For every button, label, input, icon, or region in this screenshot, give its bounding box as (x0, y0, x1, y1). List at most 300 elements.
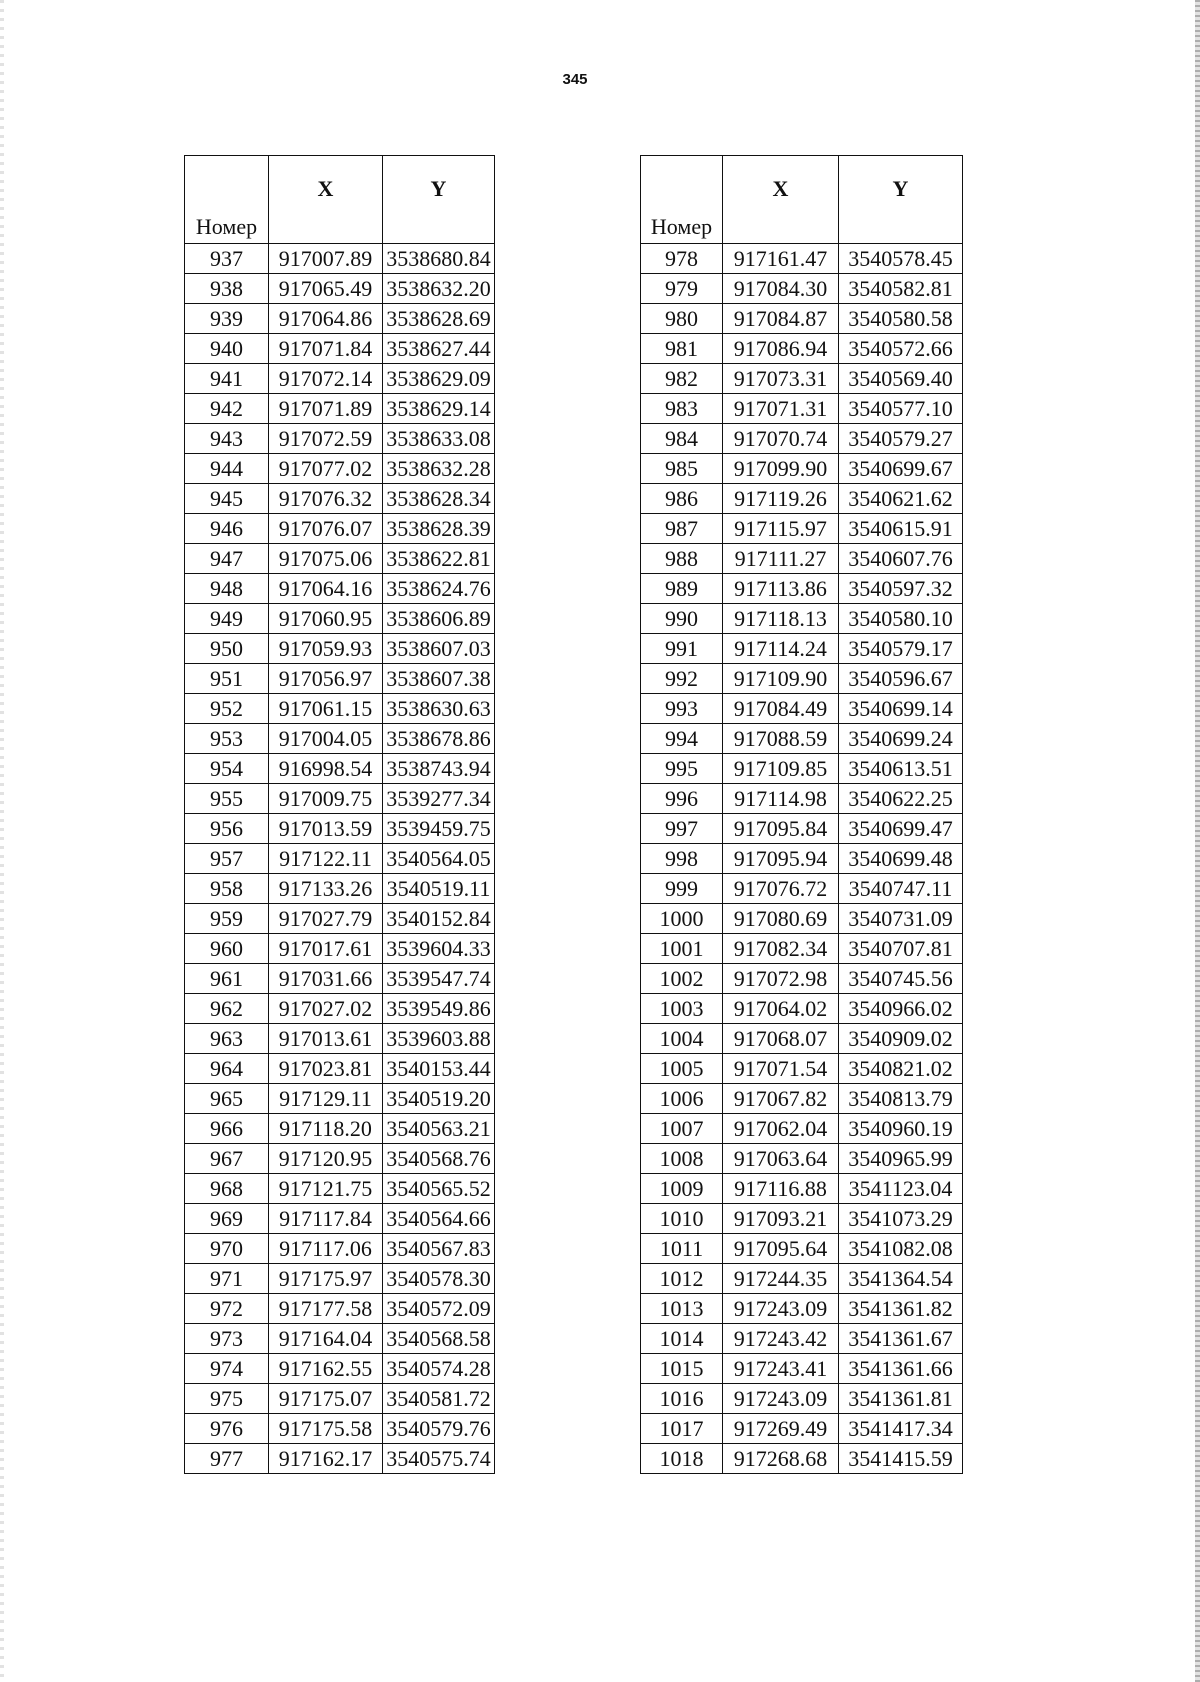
cell-y: 3540519.20 (383, 1084, 495, 1114)
cell-y: 3539549.86 (383, 994, 495, 1024)
cell-x: 917064.16 (269, 574, 383, 604)
cell-number: 940 (185, 334, 269, 364)
cell-y: 3538630.63 (383, 694, 495, 724)
cell-number: 1017 (641, 1414, 723, 1444)
cell-number: 1002 (641, 964, 723, 994)
table-row (185, 694, 495, 724)
table-row (641, 424, 963, 454)
cell-x: 917175.07 (269, 1384, 383, 1414)
cell-y: 3538628.69 (383, 304, 495, 334)
table-row (641, 1144, 963, 1174)
table-row (185, 934, 495, 964)
table-row (185, 1264, 495, 1294)
cell-x: 917113.86 (723, 574, 839, 604)
cell-number: 1011 (641, 1234, 723, 1264)
cell-x: 917072.98 (723, 964, 839, 994)
cell-number: 944 (185, 454, 269, 484)
table-row (185, 334, 495, 364)
table-row (641, 574, 963, 604)
cell-x: 917162.55 (269, 1354, 383, 1384)
table-row (641, 1294, 963, 1324)
cell-number: 1018 (641, 1444, 723, 1474)
table-row (185, 1204, 495, 1234)
cell-y: 3540579.17 (839, 634, 963, 664)
cell-x: 917133.26 (269, 874, 383, 904)
cell-y: 3538743.94 (383, 754, 495, 784)
cell-y: 3540565.52 (383, 1174, 495, 1204)
cell-number: 993 (641, 694, 723, 724)
cell-y: 3540580.10 (839, 604, 963, 634)
table-row (185, 1024, 495, 1054)
header-x: X (269, 156, 383, 244)
cell-x: 917076.32 (269, 484, 383, 514)
cell-y: 3540579.27 (839, 424, 963, 454)
header-x: X (723, 156, 839, 244)
cell-y: 3538622.81 (383, 544, 495, 574)
cell-number: 1009 (641, 1174, 723, 1204)
cell-number: 1003 (641, 994, 723, 1024)
cell-number: 945 (185, 484, 269, 514)
cell-x: 916998.54 (269, 754, 383, 784)
cell-y: 3540580.58 (839, 304, 963, 334)
header-number: Номер (185, 156, 269, 244)
cell-number: 939 (185, 304, 269, 334)
scan-edge-left (0, 0, 4, 1682)
cell-x: 917077.02 (269, 454, 383, 484)
cell-number: 1010 (641, 1204, 723, 1234)
cell-x: 917175.58 (269, 1414, 383, 1444)
table-header-row (185, 156, 495, 244)
table-row (185, 244, 495, 274)
cell-x: 917117.06 (269, 1234, 383, 1264)
cell-x: 917095.94 (723, 844, 839, 874)
cell-number: 994 (641, 724, 723, 754)
cell-y: 3540966.02 (839, 994, 963, 1024)
cell-x: 917082.34 (723, 934, 839, 964)
table-row (185, 634, 495, 664)
cell-y: 3541123.04 (839, 1174, 963, 1204)
cell-y: 3538680.84 (383, 244, 495, 274)
cell-y: 3540699.14 (839, 694, 963, 724)
cell-x: 917243.09 (723, 1384, 839, 1414)
table-row (185, 514, 495, 544)
table-row (185, 304, 495, 334)
cell-number: 963 (185, 1024, 269, 1054)
cell-y: 3540572.66 (839, 334, 963, 364)
cell-y: 3540574.28 (383, 1354, 495, 1384)
cell-number: 1005 (641, 1054, 723, 1084)
table-row (641, 304, 963, 334)
cell-y: 3540568.58 (383, 1324, 495, 1354)
cell-x: 917119.26 (723, 484, 839, 514)
cell-number: 965 (185, 1084, 269, 1114)
cell-x: 917009.75 (269, 784, 383, 814)
cell-x: 917063.64 (723, 1144, 839, 1174)
table-row (641, 1114, 963, 1144)
cell-y: 3541361.66 (839, 1354, 963, 1384)
cell-x: 917065.49 (269, 274, 383, 304)
cell-x: 917114.98 (723, 784, 839, 814)
cell-y: 3540582.81 (839, 274, 963, 304)
table-row (641, 934, 963, 964)
table-row (641, 514, 963, 544)
cell-number: 970 (185, 1234, 269, 1264)
cell-y: 3540569.40 (839, 364, 963, 394)
table-row (185, 394, 495, 424)
table-row (185, 274, 495, 304)
cell-number: 941 (185, 364, 269, 394)
cell-number: 946 (185, 514, 269, 544)
table-row (185, 544, 495, 574)
cell-y: 3540813.79 (839, 1084, 963, 1114)
cell-x: 917070.74 (723, 424, 839, 454)
table-row (641, 754, 963, 784)
table-row (185, 754, 495, 784)
table-row (185, 784, 495, 814)
cell-y: 3540621.62 (839, 484, 963, 514)
cell-y: 3538607.03 (383, 634, 495, 664)
cell-number: 948 (185, 574, 269, 604)
cell-number: 942 (185, 394, 269, 424)
table-row (641, 634, 963, 664)
cell-y: 3541361.82 (839, 1294, 963, 1324)
cell-y: 3541364.54 (839, 1264, 963, 1294)
cell-number: 955 (185, 784, 269, 814)
cell-number: 1004 (641, 1024, 723, 1054)
cell-number: 1001 (641, 934, 723, 964)
cell-y: 3540577.10 (839, 394, 963, 424)
cell-number: 999 (641, 874, 723, 904)
table-row (185, 1324, 495, 1354)
cell-x: 917114.24 (723, 634, 839, 664)
cell-x: 917268.68 (723, 1444, 839, 1474)
cell-number: 989 (641, 574, 723, 604)
coordinates-table-left (184, 155, 495, 1474)
cell-number: 968 (185, 1174, 269, 1204)
header-y: Y (839, 156, 963, 244)
cell-number: 972 (185, 1294, 269, 1324)
cell-x: 917175.97 (269, 1264, 383, 1294)
table-row (641, 1324, 963, 1354)
cell-number: 990 (641, 604, 723, 634)
table-row (641, 544, 963, 574)
table-row (185, 814, 495, 844)
cell-y: 3540965.99 (839, 1144, 963, 1174)
table-row (185, 844, 495, 874)
cell-y: 3540821.02 (839, 1054, 963, 1084)
cell-number: 995 (641, 754, 723, 784)
cell-number: 976 (185, 1414, 269, 1444)
cell-y: 3540564.05 (383, 844, 495, 874)
cell-y: 3540563.21 (383, 1114, 495, 1144)
cell-y: 3540578.45 (839, 244, 963, 274)
table-row (641, 274, 963, 304)
cell-number: 998 (641, 844, 723, 874)
table-row (641, 1354, 963, 1384)
coordinates-table-right (640, 155, 963, 1474)
cell-number: 947 (185, 544, 269, 574)
cell-number: 938 (185, 274, 269, 304)
table-row (641, 484, 963, 514)
cell-number: 1013 (641, 1294, 723, 1324)
cell-number: 991 (641, 634, 723, 664)
table-row (185, 1174, 495, 1204)
table-row (641, 994, 963, 1024)
cell-y: 3539547.74 (383, 964, 495, 994)
cell-number: 949 (185, 604, 269, 634)
table-row (641, 454, 963, 484)
cell-y: 3541361.67 (839, 1324, 963, 1354)
cell-x: 917118.13 (723, 604, 839, 634)
cell-y: 3541073.29 (839, 1204, 963, 1234)
table-row (185, 1414, 495, 1444)
table-row (185, 364, 495, 394)
cell-y: 3538627.44 (383, 334, 495, 364)
table-row (185, 1084, 495, 1114)
cell-number: 986 (641, 484, 723, 514)
table-row (185, 574, 495, 604)
cell-y: 3538624.76 (383, 574, 495, 604)
cell-x: 917061.15 (269, 694, 383, 724)
scan-edge-right (1195, 0, 1200, 1682)
header-y: Y (383, 156, 495, 244)
cell-y: 3538628.39 (383, 514, 495, 544)
table-row (185, 454, 495, 484)
cell-number: 984 (641, 424, 723, 454)
cell-y: 3540699.47 (839, 814, 963, 844)
table-row (641, 1414, 963, 1444)
cell-x: 917080.69 (723, 904, 839, 934)
cell-number: 973 (185, 1324, 269, 1354)
cell-y: 3540699.67 (839, 454, 963, 484)
cell-y: 3541415.59 (839, 1444, 963, 1474)
cell-y: 3538632.28 (383, 454, 495, 484)
cell-number: 966 (185, 1114, 269, 1144)
cell-y: 3541361.81 (839, 1384, 963, 1414)
cell-y: 3541417.34 (839, 1414, 963, 1444)
cell-y: 3540568.76 (383, 1144, 495, 1174)
table-row (641, 334, 963, 364)
cell-x: 917177.58 (269, 1294, 383, 1324)
cell-x: 917088.59 (723, 724, 839, 754)
cell-x: 917269.49 (723, 1414, 839, 1444)
table-row (185, 964, 495, 994)
cell-x: 917072.14 (269, 364, 383, 394)
table-row (185, 1354, 495, 1384)
cell-x: 917129.11 (269, 1084, 383, 1114)
cell-number: 959 (185, 904, 269, 934)
cell-x: 917243.42 (723, 1324, 839, 1354)
cell-y: 3538606.89 (383, 604, 495, 634)
table-row (185, 1234, 495, 1264)
cell-y: 3540960.19 (839, 1114, 963, 1144)
cell-x: 917084.30 (723, 274, 839, 304)
cell-x: 917111.27 (723, 544, 839, 574)
cell-y: 3540615.91 (839, 514, 963, 544)
cell-number: 1014 (641, 1324, 723, 1354)
cell-y: 3539277.34 (383, 784, 495, 814)
cell-x: 917059.93 (269, 634, 383, 664)
cell-number: 982 (641, 364, 723, 394)
cell-number: 974 (185, 1354, 269, 1384)
cell-y: 3538628.34 (383, 484, 495, 514)
table-row (185, 874, 495, 904)
cell-number: 950 (185, 634, 269, 664)
cell-number: 969 (185, 1204, 269, 1234)
cell-y: 3538633.08 (383, 424, 495, 454)
table-row (641, 664, 963, 694)
cell-x: 917013.61 (269, 1024, 383, 1054)
cell-x: 917064.02 (723, 994, 839, 1024)
cell-x: 917017.61 (269, 934, 383, 964)
cell-y: 3538632.20 (383, 274, 495, 304)
cell-number: 971 (185, 1264, 269, 1294)
cell-x: 917095.84 (723, 814, 839, 844)
cell-x: 917243.09 (723, 1294, 839, 1324)
cell-x: 917084.49 (723, 694, 839, 724)
cell-x: 917118.20 (269, 1114, 383, 1144)
cell-x: 917122.11 (269, 844, 383, 874)
cell-y: 3540707.81 (839, 934, 963, 964)
cell-number: 961 (185, 964, 269, 994)
table-row (185, 424, 495, 454)
cell-x: 917076.72 (723, 874, 839, 904)
cell-x: 917243.41 (723, 1354, 839, 1384)
cell-y: 3540747.11 (839, 874, 963, 904)
cell-y: 3540607.76 (839, 544, 963, 574)
cell-y: 3540581.72 (383, 1384, 495, 1414)
cell-number: 985 (641, 454, 723, 484)
cell-x: 917244.35 (723, 1264, 839, 1294)
table-row (641, 1054, 963, 1084)
cell-x: 917067.82 (723, 1084, 839, 1114)
table-row (641, 1234, 963, 1264)
cell-x: 917013.59 (269, 814, 383, 844)
cell-y: 3540153.44 (383, 1054, 495, 1084)
cell-x: 917027.79 (269, 904, 383, 934)
table-row (641, 1174, 963, 1204)
cell-y: 3540613.51 (839, 754, 963, 784)
cell-number: 957 (185, 844, 269, 874)
cell-y: 3539603.88 (383, 1024, 495, 1054)
cell-x: 917071.89 (269, 394, 383, 424)
cell-y: 3540745.56 (839, 964, 963, 994)
cell-y: 3540909.02 (839, 1024, 963, 1054)
cell-x: 917071.84 (269, 334, 383, 364)
table-row (641, 604, 963, 634)
cell-number: 954 (185, 754, 269, 784)
cell-x: 917117.84 (269, 1204, 383, 1234)
cell-number: 953 (185, 724, 269, 754)
cell-y: 3540575.74 (383, 1444, 495, 1474)
cell-number: 981 (641, 334, 723, 364)
cell-number: 978 (641, 244, 723, 274)
table-row (185, 1444, 495, 1474)
table-row (641, 814, 963, 844)
cell-x: 917109.85 (723, 754, 839, 784)
cell-number: 960 (185, 934, 269, 964)
cell-x: 917093.21 (723, 1204, 839, 1234)
cell-x: 917076.07 (269, 514, 383, 544)
cell-x: 917099.90 (723, 454, 839, 484)
table-row (641, 1084, 963, 1114)
table-row (641, 844, 963, 874)
cell-x: 917062.04 (723, 1114, 839, 1144)
cell-number: 956 (185, 814, 269, 844)
cell-y: 3540567.83 (383, 1234, 495, 1264)
cell-number: 988 (641, 544, 723, 574)
table-row (185, 1114, 495, 1144)
cell-y: 3538629.09 (383, 364, 495, 394)
cell-y: 3540564.66 (383, 1204, 495, 1234)
cell-y: 3539604.33 (383, 934, 495, 964)
cell-number: 1007 (641, 1114, 723, 1144)
table-row (185, 484, 495, 514)
cell-number: 996 (641, 784, 723, 814)
cell-y: 3540596.67 (839, 664, 963, 694)
table-row (185, 604, 495, 634)
cell-y: 3540699.48 (839, 844, 963, 874)
cell-y: 3538607.38 (383, 664, 495, 694)
cell-y: 3538678.86 (383, 724, 495, 754)
cell-x: 917161.47 (723, 244, 839, 274)
table-row (185, 1054, 495, 1084)
cell-x: 917086.94 (723, 334, 839, 364)
table-row (185, 1294, 495, 1324)
cell-x: 917023.81 (269, 1054, 383, 1084)
cell-y: 3540578.30 (383, 1264, 495, 1294)
table-row (185, 724, 495, 754)
table-row (641, 694, 963, 724)
table-row (185, 1384, 495, 1414)
table-row (641, 394, 963, 424)
cell-number: 987 (641, 514, 723, 544)
cell-y: 3538629.14 (383, 394, 495, 424)
cell-number: 937 (185, 244, 269, 274)
cell-number: 962 (185, 994, 269, 1024)
cell-x: 917115.97 (723, 514, 839, 544)
cell-y: 3540731.09 (839, 904, 963, 934)
table-header-row (641, 156, 963, 244)
cell-x: 917056.97 (269, 664, 383, 694)
table-row (185, 904, 495, 934)
cell-x: 917060.95 (269, 604, 383, 634)
cell-number: 1016 (641, 1384, 723, 1414)
cell-y: 3540519.11 (383, 874, 495, 904)
table-row (641, 1264, 963, 1294)
cell-x: 917109.90 (723, 664, 839, 694)
cell-number: 967 (185, 1144, 269, 1174)
cell-number: 983 (641, 394, 723, 424)
table-row (641, 1444, 963, 1474)
cell-number: 952 (185, 694, 269, 724)
cell-x: 917116.88 (723, 1174, 839, 1204)
cell-x: 917084.87 (723, 304, 839, 334)
cell-number: 1015 (641, 1354, 723, 1384)
cell-y: 3541082.08 (839, 1234, 963, 1264)
cell-x: 917075.06 (269, 544, 383, 574)
cell-x: 917121.75 (269, 1174, 383, 1204)
page-number: 345 (562, 71, 588, 88)
table-row (641, 364, 963, 394)
table-row (641, 784, 963, 814)
table-row (185, 664, 495, 694)
table-row (641, 874, 963, 904)
cell-number: 980 (641, 304, 723, 334)
cell-number: 958 (185, 874, 269, 904)
cell-number: 964 (185, 1054, 269, 1084)
cell-y: 3540597.32 (839, 574, 963, 604)
